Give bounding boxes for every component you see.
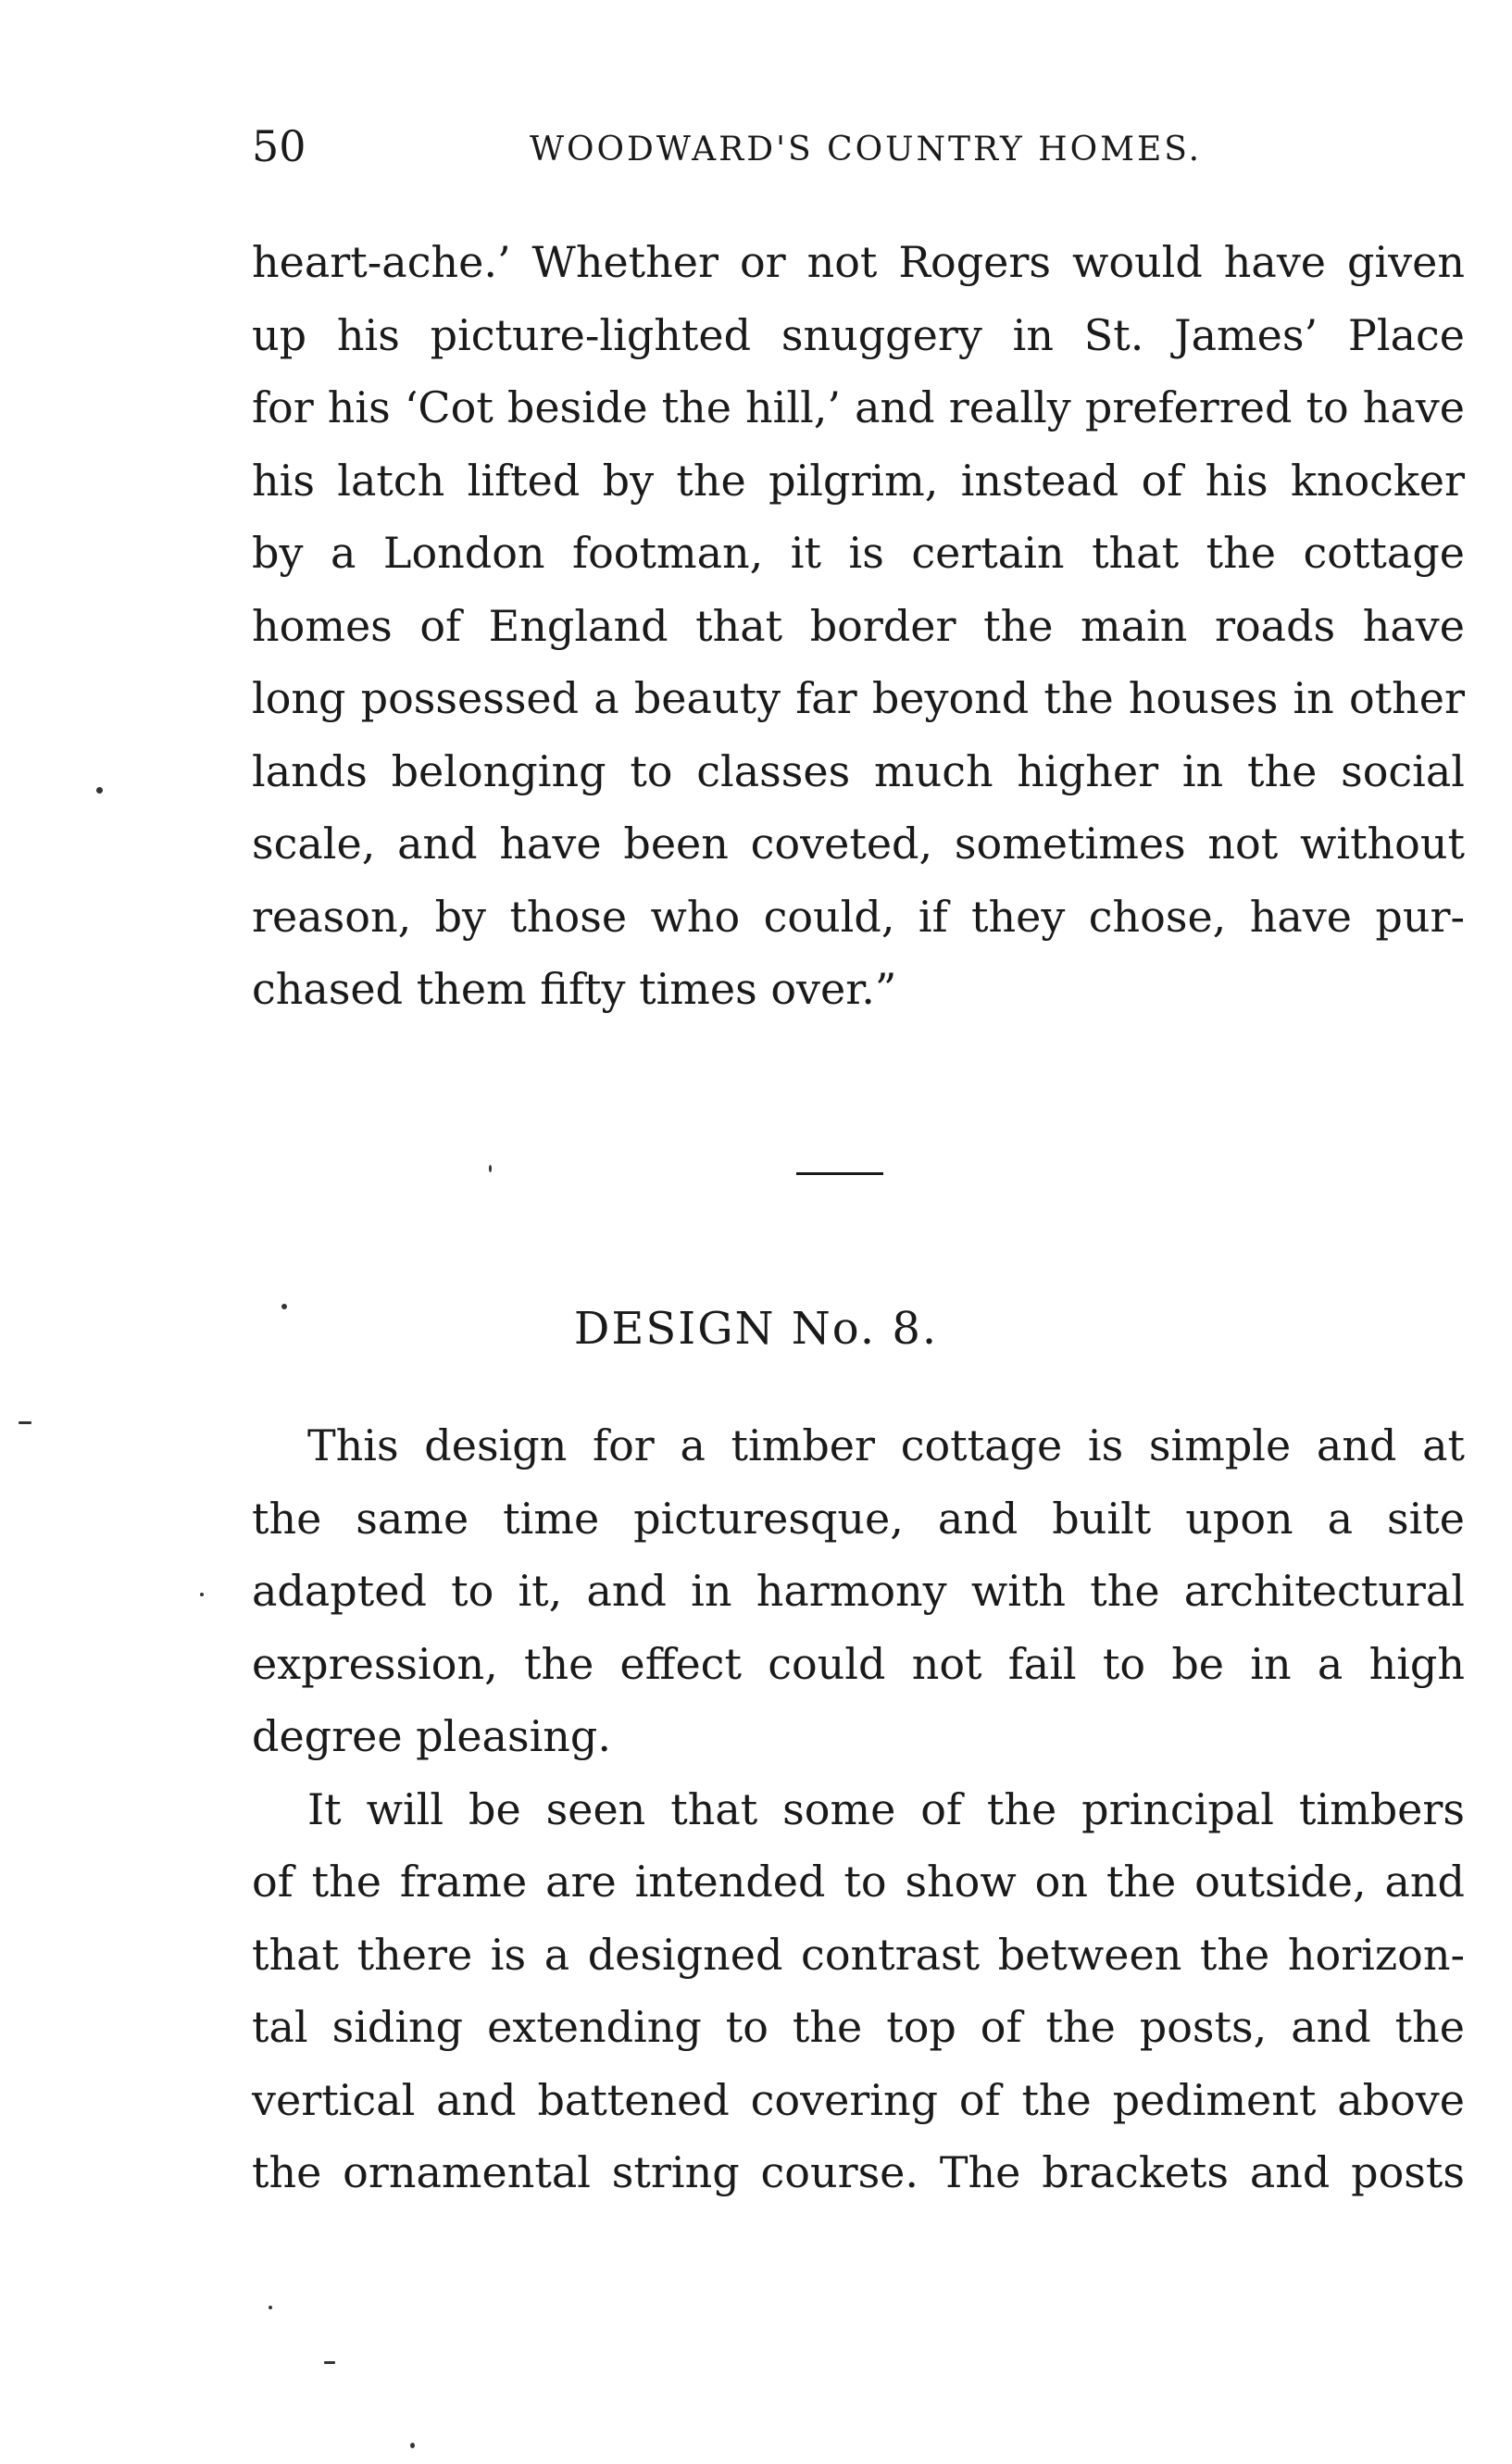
text-line: degree pleasing. — [252, 1711, 611, 1761]
text-line: reason, by those who could, if they chose, have pur- — [252, 891, 1465, 942]
text-line: heart-ache.’ Whether or not Rogers would have given — [252, 237, 1465, 287]
text-line: for his ‘Cot beside the hill,’ and really preferred to have — [252, 382, 1465, 432]
scan-speck — [281, 1304, 287, 1309]
scan-speck — [269, 2306, 272, 2309]
scan-speck — [200, 1593, 204, 1596]
text-line: lands belonging to classes much higher in the social — [252, 745, 1465, 796]
text-line: of the frame are intended to show on the outside, and — [252, 1857, 1465, 1907]
text-line: homes of England that border the main roads have — [252, 600, 1465, 651]
page-number: 50 — [252, 121, 306, 171]
text-line: It will be seen that some of the principal timbers — [307, 1783, 1465, 1834]
design-description — [252, 1409, 1465, 2209]
scan-speck — [410, 2443, 415, 2448]
text-line: expression, the effect could not fail to be in a high — [252, 1638, 1465, 1689]
text-line: long possessed a beauty far beyond the houses in other — [252, 673, 1465, 723]
text-line: vertical and battened covering of the pediment above — [252, 2074, 1465, 2125]
text-line: scale, and have been coveted, sometimes not without — [252, 819, 1465, 869]
text-line: that there is a designed contrast between the horizon- — [252, 1929, 1465, 1980]
text-line: tal siding extending to the top of the posts, and the — [252, 2002, 1465, 2052]
text-line: the ornamental string course. The brackets and posts — [252, 2147, 1465, 2197]
section-heading: DESIGN No. 8. — [573, 1303, 939, 1355]
running-title: WOODWARD'S COUNTRY HOMES. — [530, 131, 1203, 169]
scan-speck — [489, 1165, 492, 1172]
text-line: up his picture-lighted snuggery in St. James’ Place — [252, 309, 1465, 360]
text-line: the same time picturesque, and built upon a site — [252, 1493, 1465, 1544]
text-line: chased them fifty times over.” — [252, 964, 897, 1014]
text-line: adapted to it, and in harmony with the architectural — [252, 1566, 1465, 1616]
text-line: his latch lifted by the pilgrim, instead of his knocker — [252, 455, 1465, 506]
scan-speck — [324, 2361, 335, 2364]
continuation-paragraph — [252, 226, 1465, 1026]
section-divider-rule — [796, 1172, 883, 1175]
scan-speck — [19, 1421, 31, 1424]
text-line: by a London footman, it is certain that the cottage — [252, 528, 1465, 578]
running-head — [252, 119, 1465, 174]
scan-speck — [96, 787, 103, 794]
text-line: This design for a timber cottage is simple and at — [307, 1420, 1465, 1470]
